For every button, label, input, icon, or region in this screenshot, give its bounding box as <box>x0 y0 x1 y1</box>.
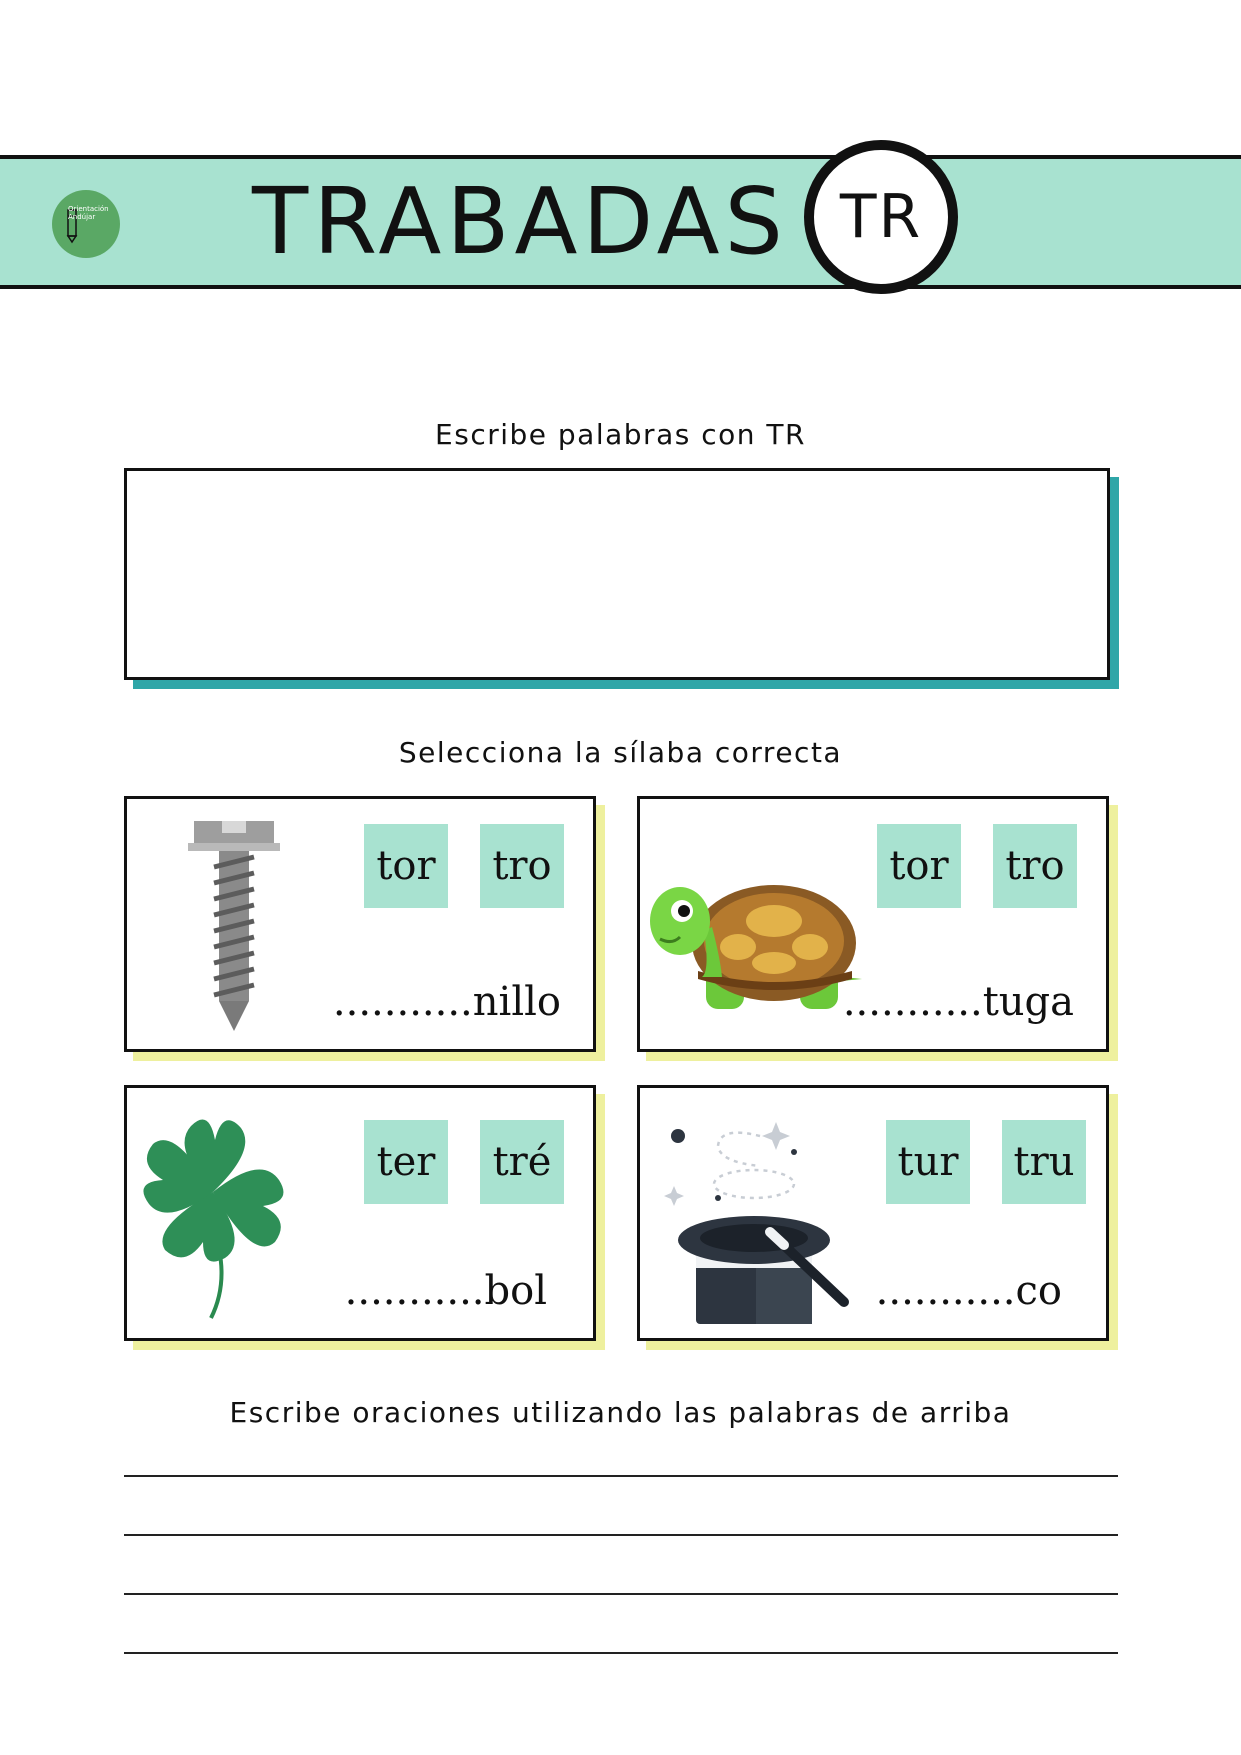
exercise-card-turtle <box>637 796 1109 1052</box>
word-blank: ...........co <box>875 1268 1062 1314</box>
logo <box>52 190 120 258</box>
syllable-option[interactable]: tro <box>993 824 1077 908</box>
instruction-select-syllable: Selecciona la sílaba correcta <box>398 736 843 769</box>
logo-text-line1: Orientación <box>68 205 109 213</box>
logo-text <box>68 205 109 221</box>
syllable-option[interactable]: ter <box>364 1120 448 1204</box>
instruction-write-words: Escribe palabras con TR <box>435 418 806 451</box>
word-blank: ...........nillo <box>332 979 561 1025</box>
word-blank: ...........bol <box>344 1268 547 1314</box>
writing-line[interactable] <box>124 1652 1118 1654</box>
logo-text-line2: Andújar <box>68 213 96 221</box>
magic-hat-icon <box>660 1106 860 1336</box>
screw-icon <box>182 817 302 1047</box>
writing-line[interactable] <box>124 1475 1118 1477</box>
word-blank: ...........tuga <box>842 979 1074 1025</box>
write-words-box[interactable] <box>124 468 1110 680</box>
syllable-option[interactable]: tur <box>886 1120 970 1204</box>
syllable-option[interactable]: tor <box>877 824 961 908</box>
tr-badge <box>804 140 958 294</box>
exercise-card-clover <box>124 1085 596 1341</box>
syllable-option[interactable]: tru <box>1002 1120 1086 1204</box>
syllable-option[interactable]: tro <box>480 824 564 908</box>
writing-line[interactable] <box>124 1593 1118 1595</box>
pencil-icon <box>52 190 120 258</box>
tr-badge-label: TR <box>839 182 923 252</box>
page-title: TRABADAS <box>252 168 788 275</box>
clover-icon <box>131 1108 301 1328</box>
exercise-card-magic-hat <box>637 1085 1109 1341</box>
syllable-option[interactable]: tré <box>480 1120 564 1204</box>
writing-line[interactable] <box>124 1534 1118 1536</box>
syllable-option[interactable]: tor <box>364 824 448 908</box>
exercise-card-screw <box>124 796 596 1052</box>
instruction-write-sentences: Escribe oraciones utilizando las palabras de arriba <box>229 1396 1012 1429</box>
